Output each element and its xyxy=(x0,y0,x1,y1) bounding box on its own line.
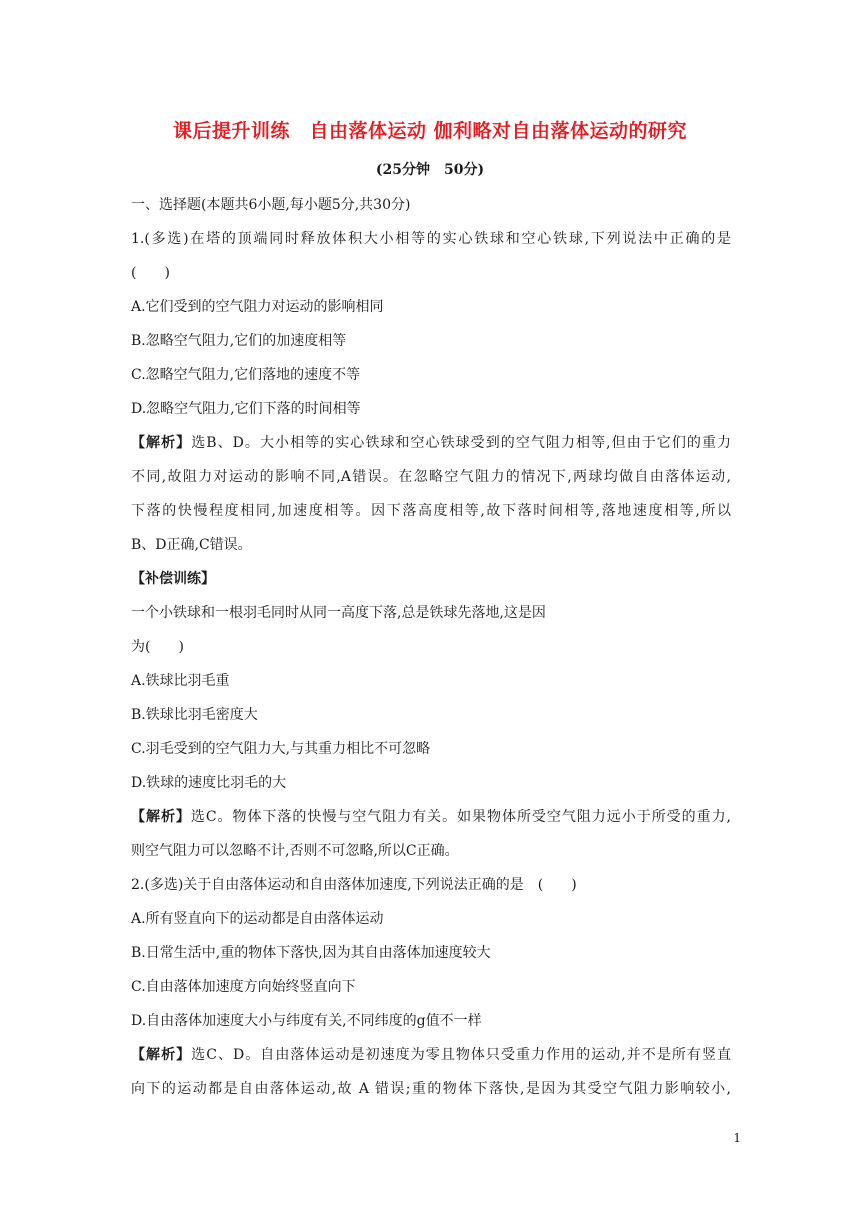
question-2-option-b: B.日常生活中,重的物体下落快,因为其自由落体加速度较大 xyxy=(131,945,491,961)
document-body xyxy=(131,188,731,1106)
question-1-analysis-line: B、D正确,C错误。 xyxy=(131,537,252,553)
analysis-text: 选B、D。大小相等的实心铁球和空心铁球受到的空气阻力相等,但由于它们的重力 xyxy=(191,435,731,451)
question-1-analysis-line xyxy=(131,426,731,460)
supplement-stem: 一个小铁球和一根羽毛同时从同一高度下落,总是铁球先落地,这是因 xyxy=(131,605,546,621)
question-1-option-b: B.忽略空气阻力,它们的加速度相等 xyxy=(131,333,347,349)
question-2-analysis-line xyxy=(131,1038,731,1072)
supplement-answer-blank: 为( ) xyxy=(131,639,184,655)
question-2-analysis-line: 向下的运动都是自由落体运动,故 A 错误;重的物体下落快,是因为其受空气阻力影响较小, xyxy=(131,1081,731,1097)
supplement-analysis-line: 则空气阻力可以忽略不计,否则不可忽略,所以C正确。 xyxy=(131,843,459,859)
analysis-tag: 【解析】 xyxy=(131,435,192,451)
page-title: 课后提升训练 自由落体运动 伽利略对自由落体运动的研究 xyxy=(172,120,688,142)
analysis-text: 选C、D。自由落体运动是初速度为零且物体只受重力作用的运动,并不是所有竖直 xyxy=(191,1047,731,1063)
question-2-option-d: D.自由落体加速度大小与纬度有关,不同纬度的g值不一样 xyxy=(131,1013,482,1029)
supplement-analysis-line xyxy=(131,800,731,834)
question-2-stem: 2.(多选)关于自由落体运动和自由落体加速度,下列说法正确的是 ( ) xyxy=(131,877,577,893)
question-1-option-c: C.忽略空气阻力,它们落地的速度不等 xyxy=(131,367,361,383)
analysis-tag: 【解析】 xyxy=(131,809,191,825)
page-number: 1 xyxy=(733,1131,741,1145)
supplement-option-b: B.铁球比羽毛密度大 xyxy=(131,707,258,723)
question-1-answer-blank: ( ) xyxy=(131,265,170,281)
question-2-option-c: C.自由落体加速度方向始终竖直向下 xyxy=(131,979,356,995)
question-1-analysis-line: 下落的快慢程度相同,加速度相等。因下落高度相等,故下落时间相等,落地速度相等,所以 xyxy=(131,503,731,519)
question-2-option-a: A.所有竖直向下的运动都是自由落体运动 xyxy=(131,911,384,927)
analysis-tag: 【解析】 xyxy=(131,1047,192,1063)
analysis-text: 选C。物体下落的快慢与空气阻力有关。如果物体所受空气阻力远小于所受的重力, xyxy=(190,809,731,825)
supplement-option-a: A.铁球比羽毛重 xyxy=(131,673,230,689)
time-score-subtitle: (25分钟 50分) xyxy=(375,162,485,178)
question-1-option-a: A.它们受到的空气阻力对运动的影响相同 xyxy=(131,299,384,315)
question-1-stem: 1.(多选)在塔的顶端同时释放体积大小相等的实心铁球和空心铁球,下列说法中正确的是 xyxy=(131,231,731,247)
supplement-option-c: C.羽毛受到的空气阻力大,与其重力相比不可忽略 xyxy=(131,741,431,757)
supplement-option-d: D.铁球的速度比羽毛的大 xyxy=(131,775,287,791)
supplement-heading: 【补偿训练】 xyxy=(131,571,215,587)
question-1-analysis-line: 不同,故阻力对运动的影响不同,A错误。在忽略空气阻力的情况下,两球均做自由落体运动, xyxy=(131,469,731,485)
question-1-option-d: D.忽略空气阻力,它们下落的时间相等 xyxy=(131,401,361,417)
section-heading: 一、选择题(本题共6小题,每小题5分,共30分) xyxy=(131,197,411,213)
